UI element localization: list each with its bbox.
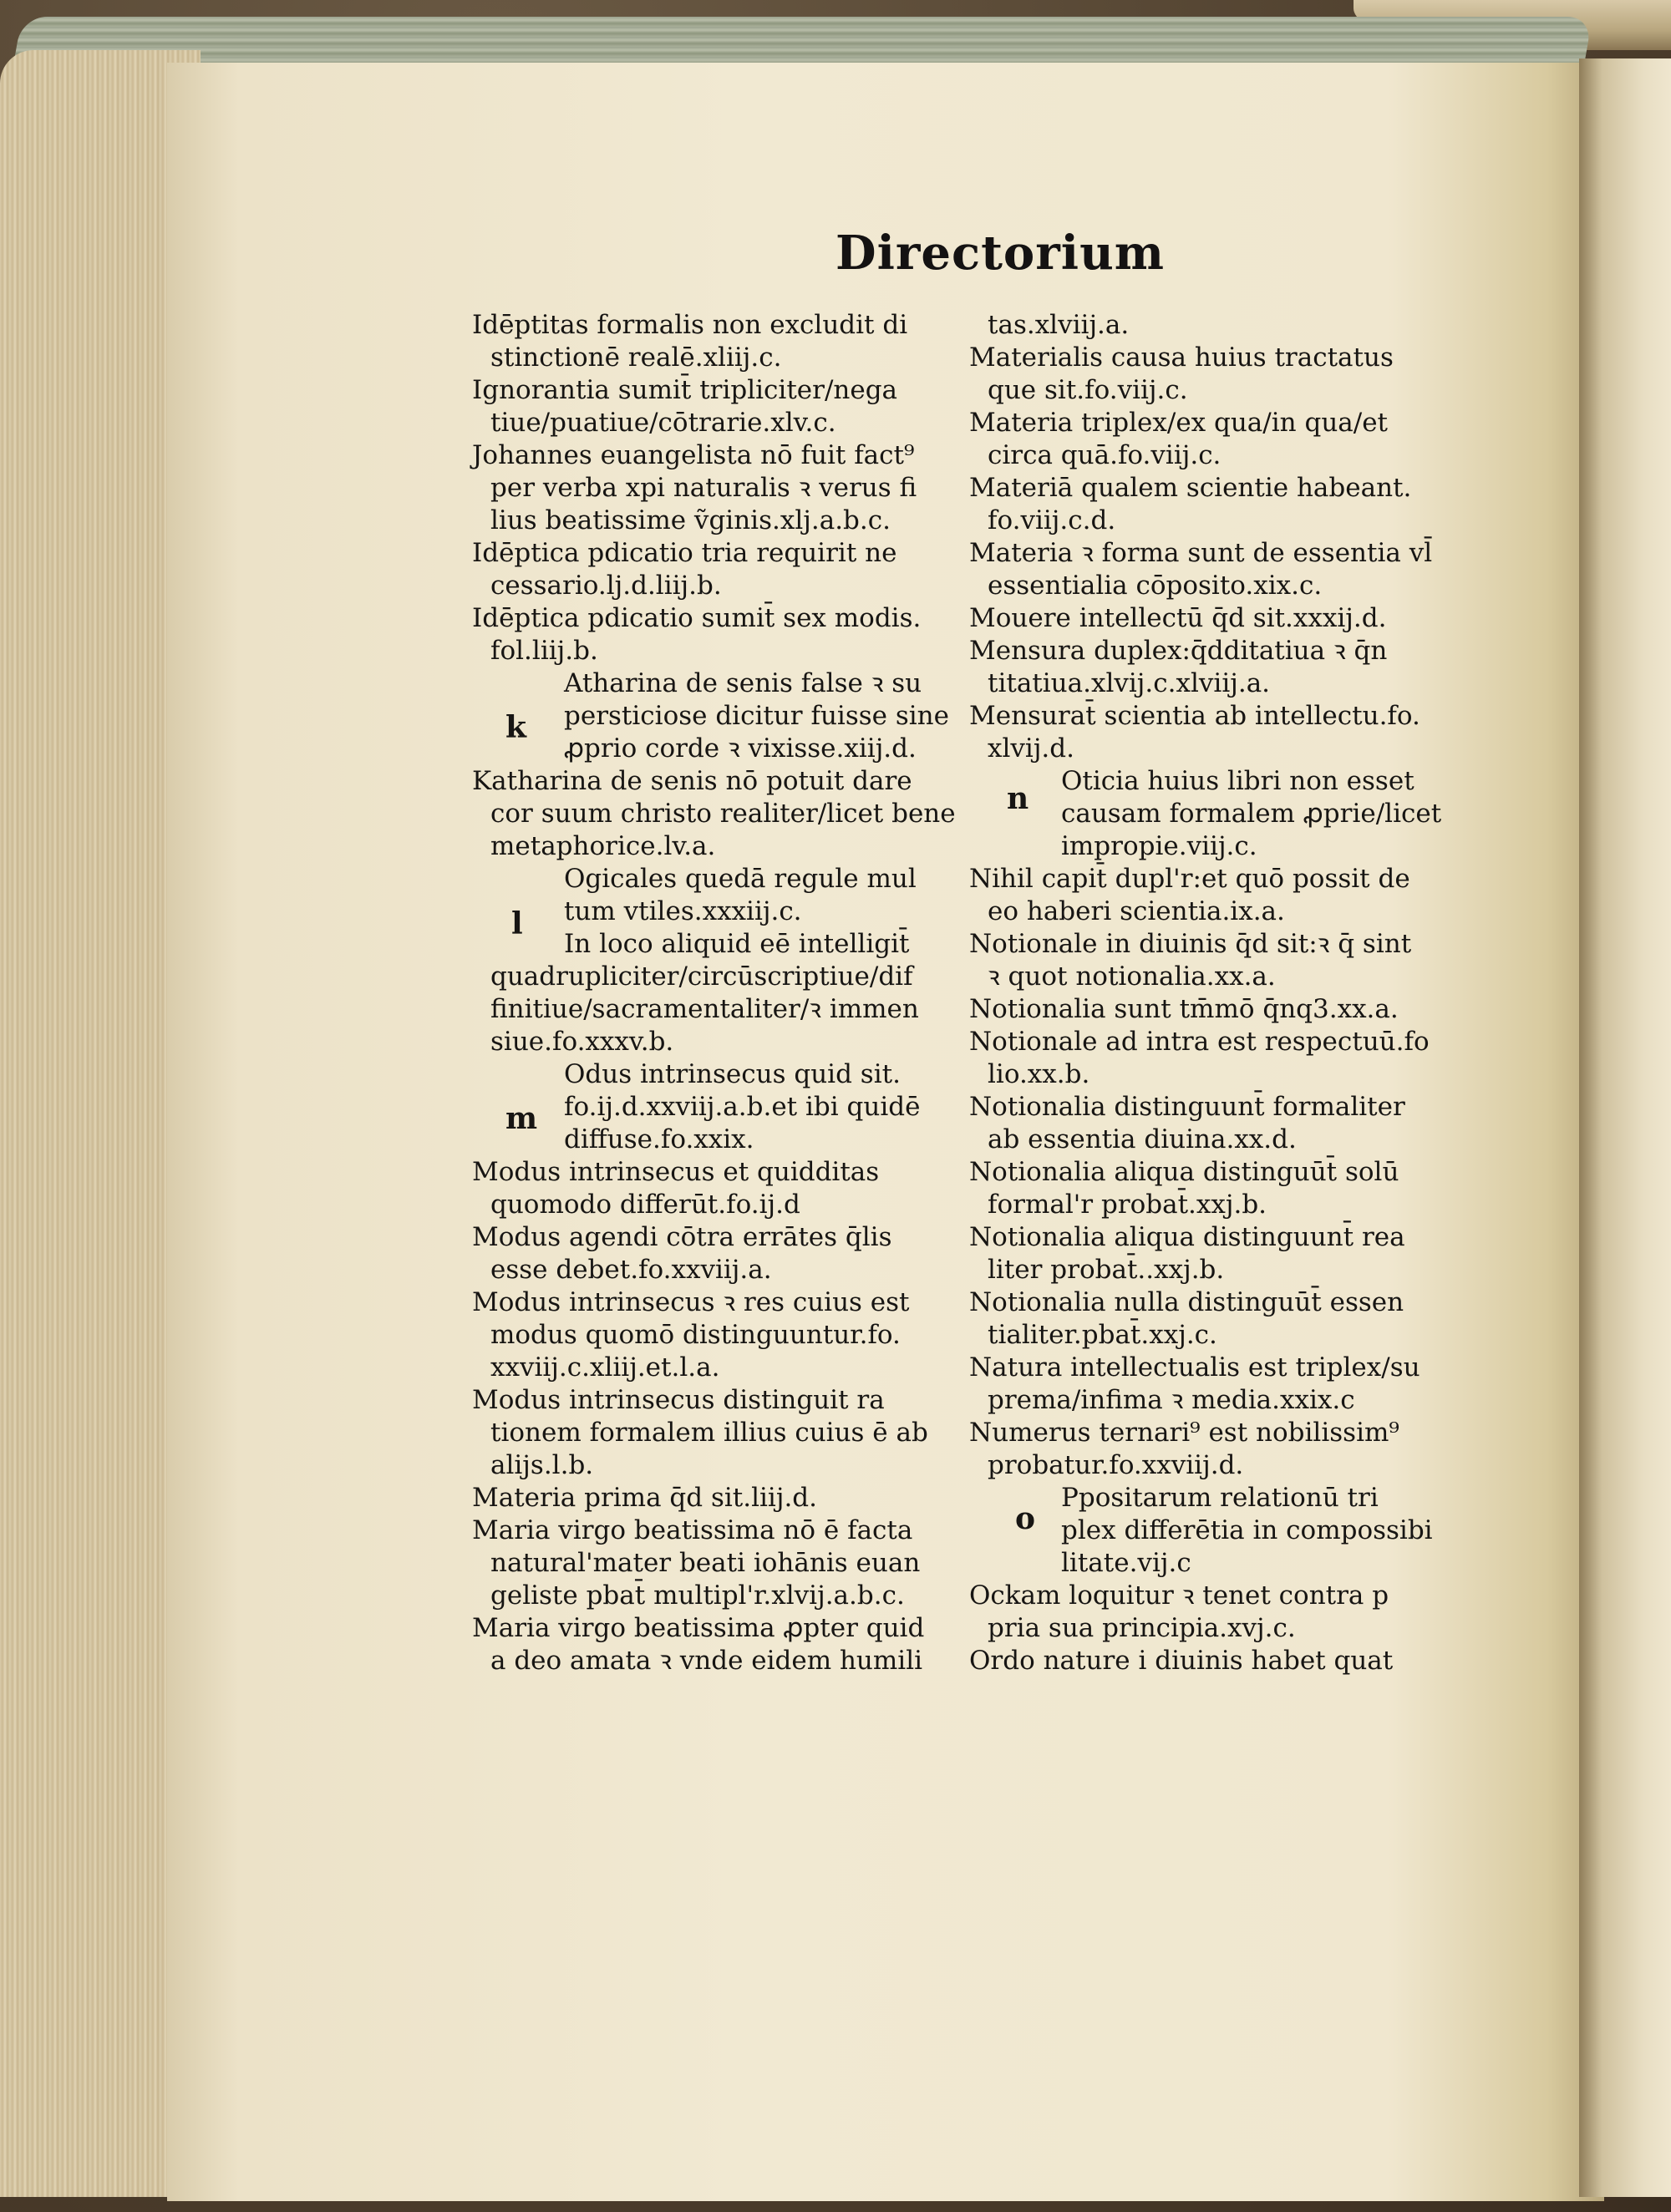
- index-line: natural'mater beati iohānis euan: [490, 1548, 921, 1578]
- section-letter-o: o: [1015, 1501, 1036, 1536]
- index-line: quadrupliciter/circūscriptiue/dif: [490, 961, 913, 992]
- index-line: litate.vij.c: [1061, 1548, 1191, 1578]
- index-line: tas.xlviij.a.: [988, 310, 1130, 340]
- index-line: siue.fo.xxxv.b.: [490, 1027, 674, 1057]
- index-line: titatiua.xlvij.c.xlviij.a.: [988, 668, 1271, 698]
- index-line: circa quā.fo.viij.c.: [988, 440, 1222, 470]
- index-line: Atharina de senis false ꝛ su: [564, 668, 922, 698]
- index-line: Notionale ad intra est respectuū.fo: [969, 1027, 1430, 1057]
- index-line: Modus agendi cōtra errātes q̄lis: [472, 1222, 892, 1252]
- index-line: geliste pbat̄ multipl'r.xlvij.a.b.c.: [490, 1580, 905, 1611]
- index-line: persticiose dicitur fuisse sine: [564, 701, 949, 731]
- index-line: Materialis causa huius tractatus: [969, 342, 1394, 373]
- index-line: tiue/puatiue/cōtrarie.xlv.c.: [490, 408, 836, 438]
- index-line: Modus intrinsecus distinguit ra: [472, 1385, 885, 1415]
- index-line: Materiā qualem scientie habeant.: [969, 473, 1412, 503]
- index-line: tialiter.pbat̄.xxj.c.: [988, 1320, 1217, 1350]
- running-header: Directorium: [836, 226, 1166, 281]
- index-line: tum vtiles.xxxiij.c.: [564, 896, 802, 926]
- index-line: Natura intellectualis est triplex/su: [969, 1352, 1420, 1382]
- index-line: ꝓprio corde ꝛ vixisse.xiij.d.: [564, 733, 917, 764]
- index-line: ꝛ quot notionalia.xx.a.: [988, 961, 1276, 992]
- index-line: In loco aliquid eē intelligit̄: [564, 929, 910, 959]
- index-line: Notionalia aliqua distinguunt̄ rea: [969, 1222, 1405, 1252]
- index-line: Maria virgo beatissima ꝓpter quid: [472, 1613, 925, 1643]
- index-line: esse debet.fo.xxviij.a.: [490, 1255, 772, 1285]
- index-line: cor suum christo realiter/licet bene: [490, 799, 956, 829]
- index-line: prema/infima ꝛ media.xxix.c: [988, 1385, 1355, 1415]
- index-line: eo haberi scientia.ix.a.: [988, 896, 1285, 926]
- right-column: [969, 309, 1462, 1677]
- index-line: pria sua principia.xvj.c.: [988, 1613, 1296, 1643]
- index-line: lio.xx.b.: [988, 1059, 1090, 1089]
- index-line: Nihil capit̄ dupl'r:et quō possit de: [969, 864, 1410, 894]
- index-line: Oticia huius libri non esset: [1061, 766, 1415, 796]
- index-line: essentialia cōposito.xix.c.: [988, 571, 1323, 601]
- index-line: Ockam loquitur ꝛ tenet contra p: [969, 1580, 1389, 1611]
- index-line: Notionalia distinguunt̄ formaliter: [969, 1092, 1405, 1122]
- index-line: Idēptica pdicatio tria requirit ne: [472, 538, 897, 568]
- index-line: Notionalia aliqua distinguūt̄ solū: [969, 1157, 1399, 1187]
- index-line: xxviij.c.xliij.et.l.a.: [490, 1352, 720, 1382]
- index-line: Mouere intellectū q̄d sit.xxxij.d.: [969, 603, 1387, 633]
- index-line: Modus intrinsecus et quidditas: [472, 1157, 880, 1187]
- index-line: formal'r probat̄.xxj.b.: [988, 1190, 1267, 1220]
- section-letter-m: m: [505, 1101, 538, 1136]
- left-column: [472, 309, 957, 1677]
- index-line: Materia ꝛ forma sunt de essentia vl̄: [969, 538, 1433, 568]
- index-line: cessario.lj.d.liij.b.: [490, 571, 722, 601]
- index-line: per verba xpi naturalis ꝛ verus fi: [490, 473, 917, 503]
- section-letter-k: k: [505, 710, 526, 745]
- index-line: xlvij.d.: [988, 733, 1074, 764]
- index-line: Notionale in diuinis q̄d sit:ꝛ q̄ sint: [969, 929, 1412, 959]
- index-line: liter probat̄..xxj.b.: [988, 1255, 1225, 1285]
- index-line: finitiue/sacramentaliter/ꝛ immen: [490, 994, 919, 1024]
- index-line: a deo amata ꝛ vnde eidem humili: [490, 1646, 923, 1676]
- index-line: Idēptitas formalis non excludit di: [472, 310, 908, 340]
- index-line: Notionalia sunt tm̄mō q̄nq3.xx.a.: [969, 994, 1399, 1024]
- section-letter-n: n: [1007, 781, 1029, 816]
- index-line: Ignorantia sumit̄ tripliciter/nega: [472, 375, 898, 405]
- index-line: Ordo nature i diuinis habet quat: [969, 1646, 1394, 1676]
- index-line: Materia triplex/ex qua/in qua/et: [969, 408, 1389, 438]
- index-line: plex differētia in compossibi: [1061, 1515, 1433, 1545]
- facing-page-edge: [1579, 58, 1671, 2197]
- index-line: probatur.fo.xxviij.d.: [988, 1450, 1244, 1480]
- index-line: Notionalia nulla distinguūt̄ essen: [969, 1287, 1404, 1317]
- index-line: Maria virgo beatissima nō ē facta: [472, 1515, 913, 1545]
- index-line: fo.ij.d.xxviij.a.b.et ibi quidē: [564, 1092, 921, 1122]
- index-line: Ppositarum relationū tri: [1061, 1483, 1379, 1513]
- index-line: modus quomō distinguuntur.fo.: [490, 1320, 901, 1350]
- index-line: Odus intrinsecus quid sit.: [564, 1059, 901, 1089]
- index-line: Materia prima q̄d sit.liij.d.: [472, 1483, 817, 1513]
- index-line: lius beatissime ṽginis.xlj.a.b.c.: [490, 505, 891, 535]
- index-line: alijs.l.b.: [490, 1450, 594, 1480]
- index-line: Ogicales quedā regule mul: [564, 864, 917, 894]
- index-line: ab essentia diuina.xx.d.: [988, 1124, 1297, 1154]
- index-line: tionem formalem illius cuius ē ab: [490, 1418, 928, 1448]
- index-line: Johannes euangelista nō fuit fact⁹: [472, 440, 915, 470]
- index-line: diffuse.fo.xxix.: [564, 1124, 754, 1154]
- index-line: Mensura duplex:q̄dditatiua ꝛ q̄n: [969, 636, 1388, 666]
- index-line: stinctionē realē.xliij.c.: [490, 342, 782, 373]
- index-line: quomodo differūt.fo.ij.d: [490, 1190, 800, 1220]
- index-line: que sit.fo.viij.c.: [988, 375, 1188, 405]
- index-line: impropie.viij.c.: [1061, 831, 1257, 861]
- index-line: fo.viij.c.d.: [988, 505, 1116, 535]
- index-line: fol.liij.b.: [490, 636, 598, 666]
- index-line: metaphorice.lv.a.: [490, 831, 716, 861]
- index-line: Katharina de senis nō potuit dare: [472, 766, 912, 796]
- index-line: Idēptica pdicatio sumit̄ sex modis.: [472, 603, 922, 633]
- index-line: Numerus ternari⁹ est nobilissim⁹: [969, 1418, 1399, 1448]
- section-letter-l: l: [511, 906, 523, 941]
- index-line: causam formalem ꝓprie/licet: [1061, 799, 1442, 829]
- index-line: Mensurat̄ scientia ab intellectu.fo.: [969, 701, 1420, 731]
- index-line: Modus intrinsecus ꝛ res cuius est: [472, 1287, 910, 1317]
